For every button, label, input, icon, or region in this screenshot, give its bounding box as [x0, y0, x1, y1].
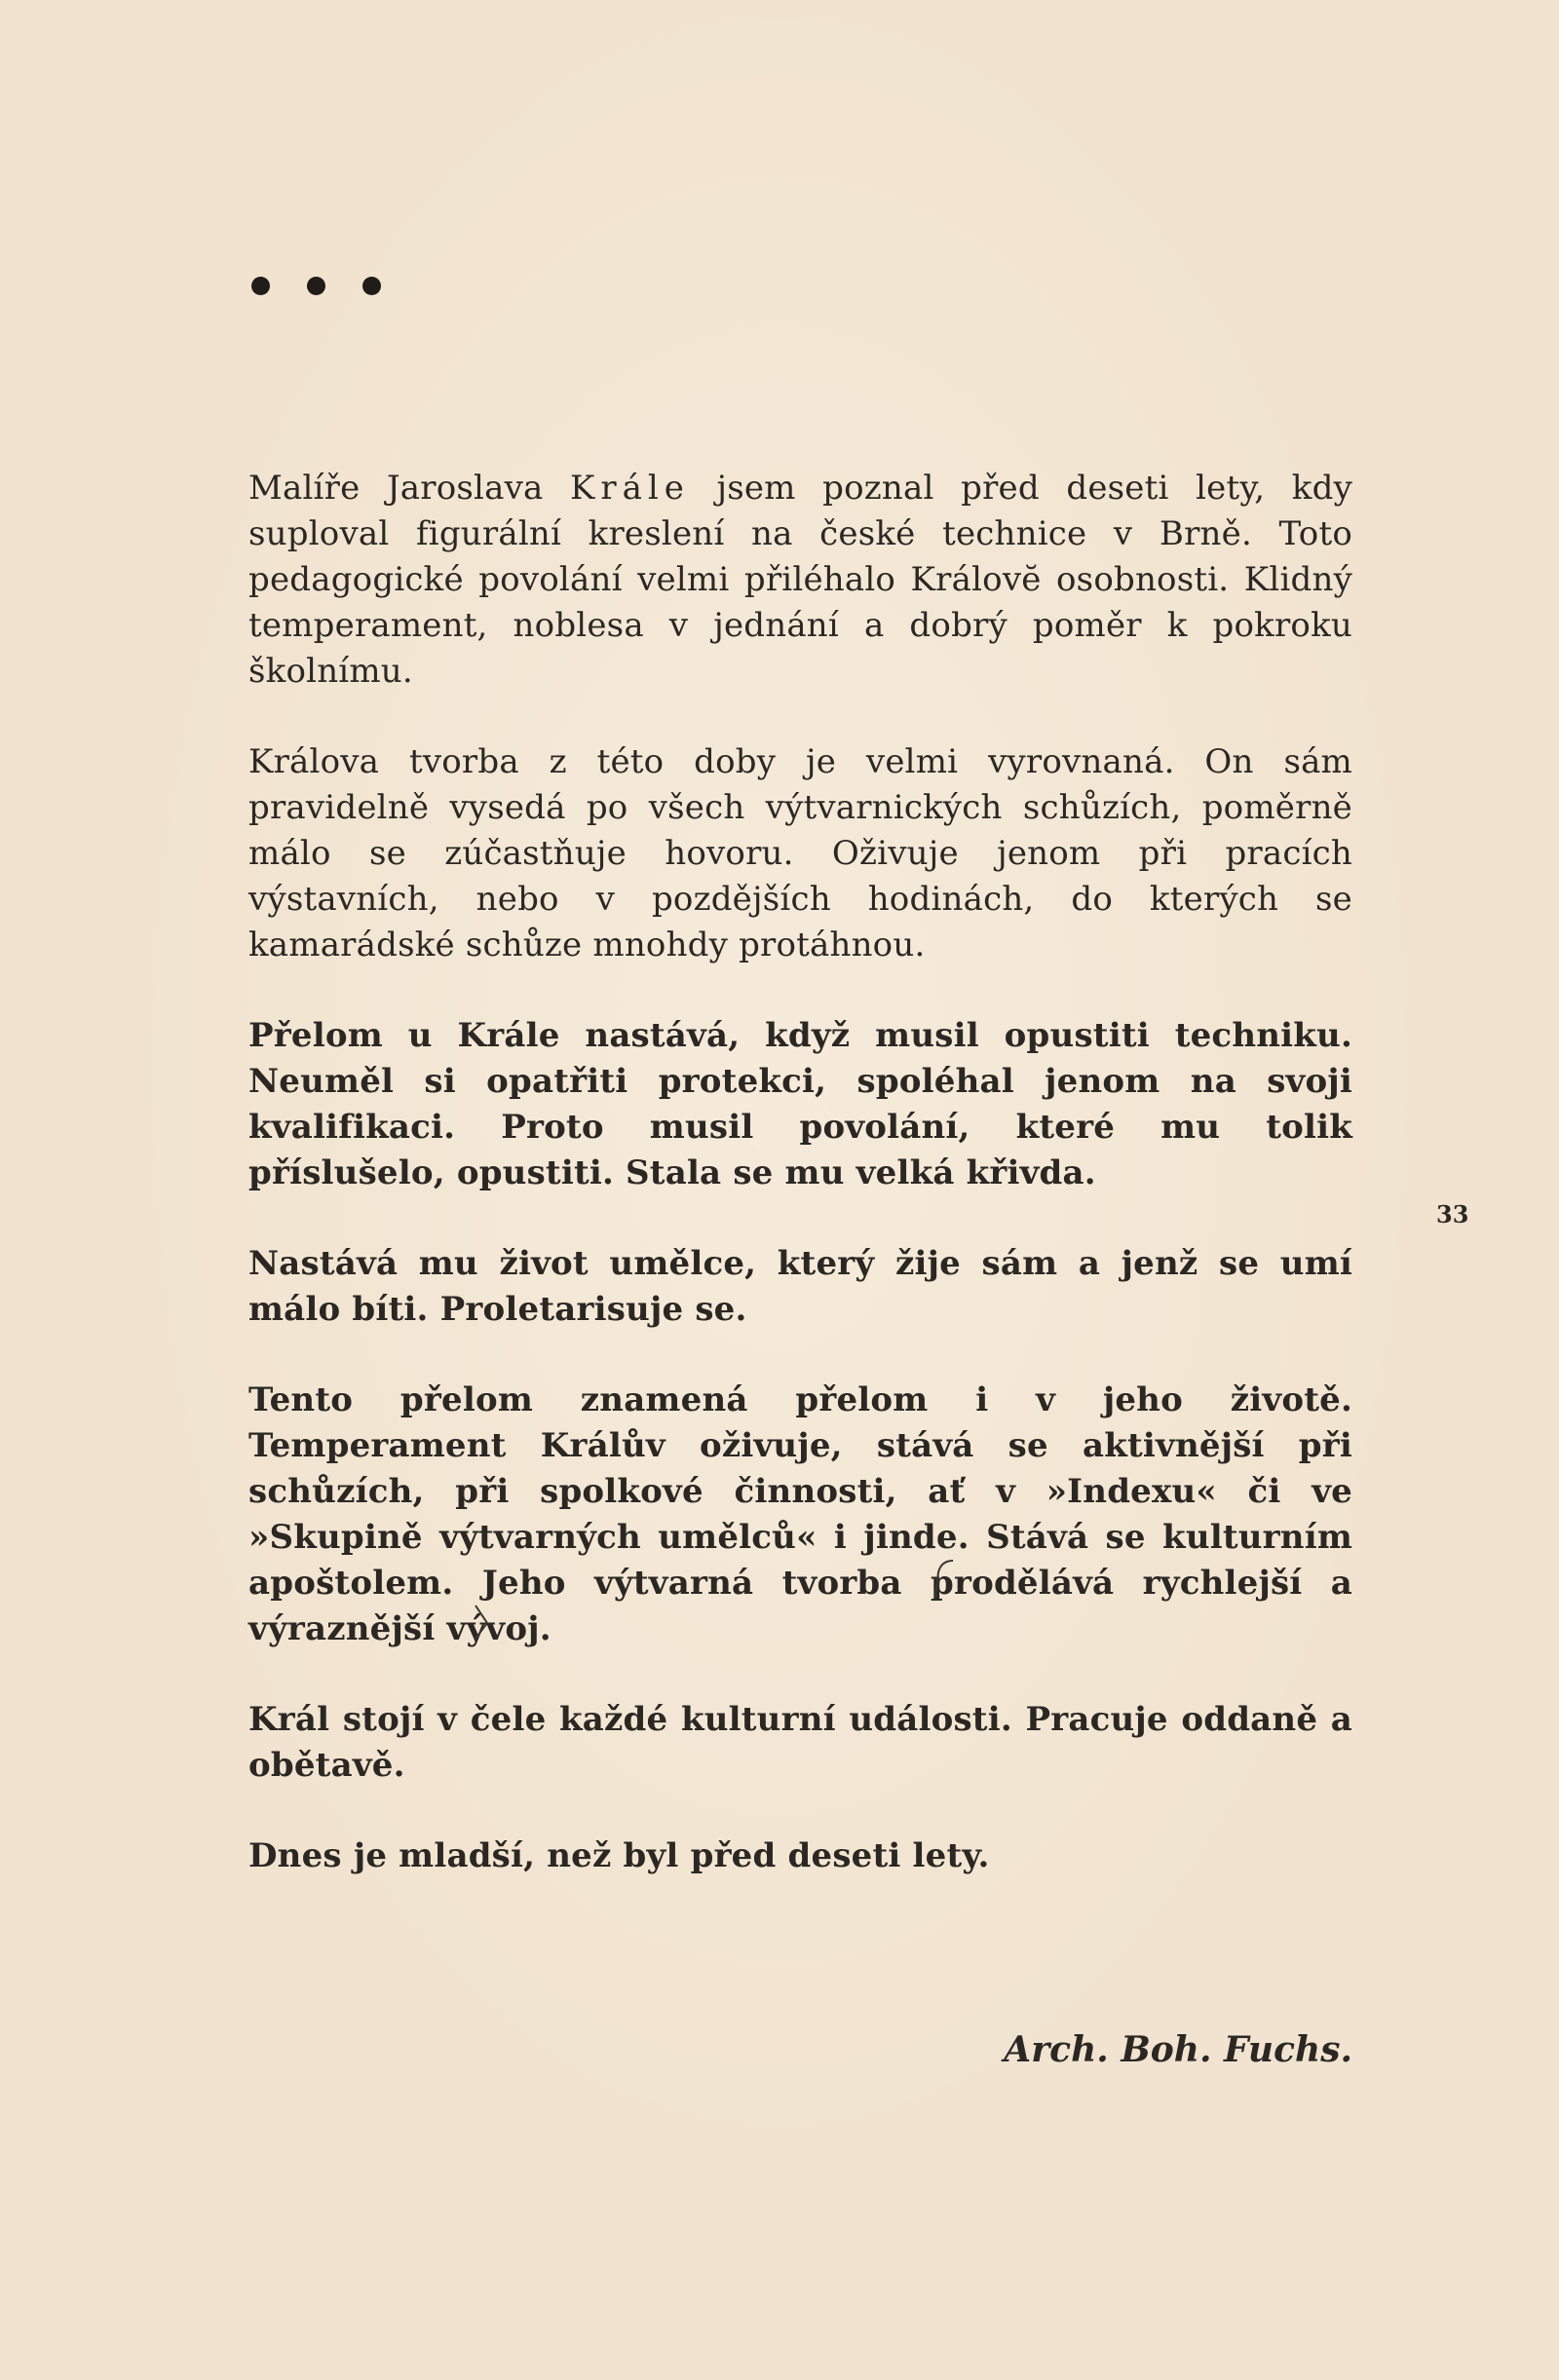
article-body: [248, 466, 1352, 1924]
bullet-dot-1: [251, 277, 270, 295]
paragraph-1-lead: Malíře Jaroslava: [248, 469, 570, 508]
paragraph-4: Nastává mu život umělce, který žije sám a jenž se umí málo bíti. Proletarisuje se.: [248, 1244, 1352, 1329]
section-ornament: [251, 277, 381, 295]
paragraph-2: Králova tvorba z této doby je velmi vyrovnaná. On sám pravidelně vysedá po všech výtvarnických schůzích, poměrně málo se zúčastňuje hovoru. Oživuje jenom při pracích výstavních, nebo v pozdějších hodinách, do kterých se kamarádské schůze mnohdy protáhnou.: [248, 742, 1352, 964]
paragraph-1-rest: jsem poznal před deseti lety, kdy suploval figurální kreslení na české technice v Brně. Toto pedagogické povolání velmi přiléhalo Královĕ osobnosti. Klidný temperament, noblesa v jednání a dobrý poměr k pokroku školnímu.: [248, 469, 1352, 691]
paragraph-6: Král stojí v čele každé kulturní události. Pracuje oddaně a obětavě.: [248, 1700, 1352, 1785]
bullet-dot-2: [307, 277, 325, 295]
paragraph-1-name-spaced: Krále: [570, 469, 690, 508]
paragraph-1: [248, 466, 1352, 695]
bullet-dot-3: [362, 277, 381, 295]
page-number: 33: [1436, 1200, 1469, 1228]
author-signature: Arch. Boh. Fuchs.: [1004, 2029, 1352, 2070]
paragraph-5: Tento přelom znamená přelom i v jeho životě. Temperament Králův oživuje, stává se aktivnější při schůzích, při spolkové činnosti, ať v »Indexu« či ve »Skupině výtvarných umělců« i jinde. Stává se kulturním apoštolem. Jeho výtvarná tvorba prodělává rychlejší a výraznější vývoj.: [248, 1380, 1352, 1648]
paragraph-3: Přelom u Krále nastává, když musil opustiti techniku. Neuměl si opatřiti protekci, spoléhal jenom na svoji kvalifikaci. Proto musil povolání, které mu tolik příslušelo, opustiti. Stala se mu velká křivda.: [248, 1016, 1352, 1192]
paragraph-7: Dnes je mladší, než byl před deseti lety.: [248, 1836, 990, 1875]
